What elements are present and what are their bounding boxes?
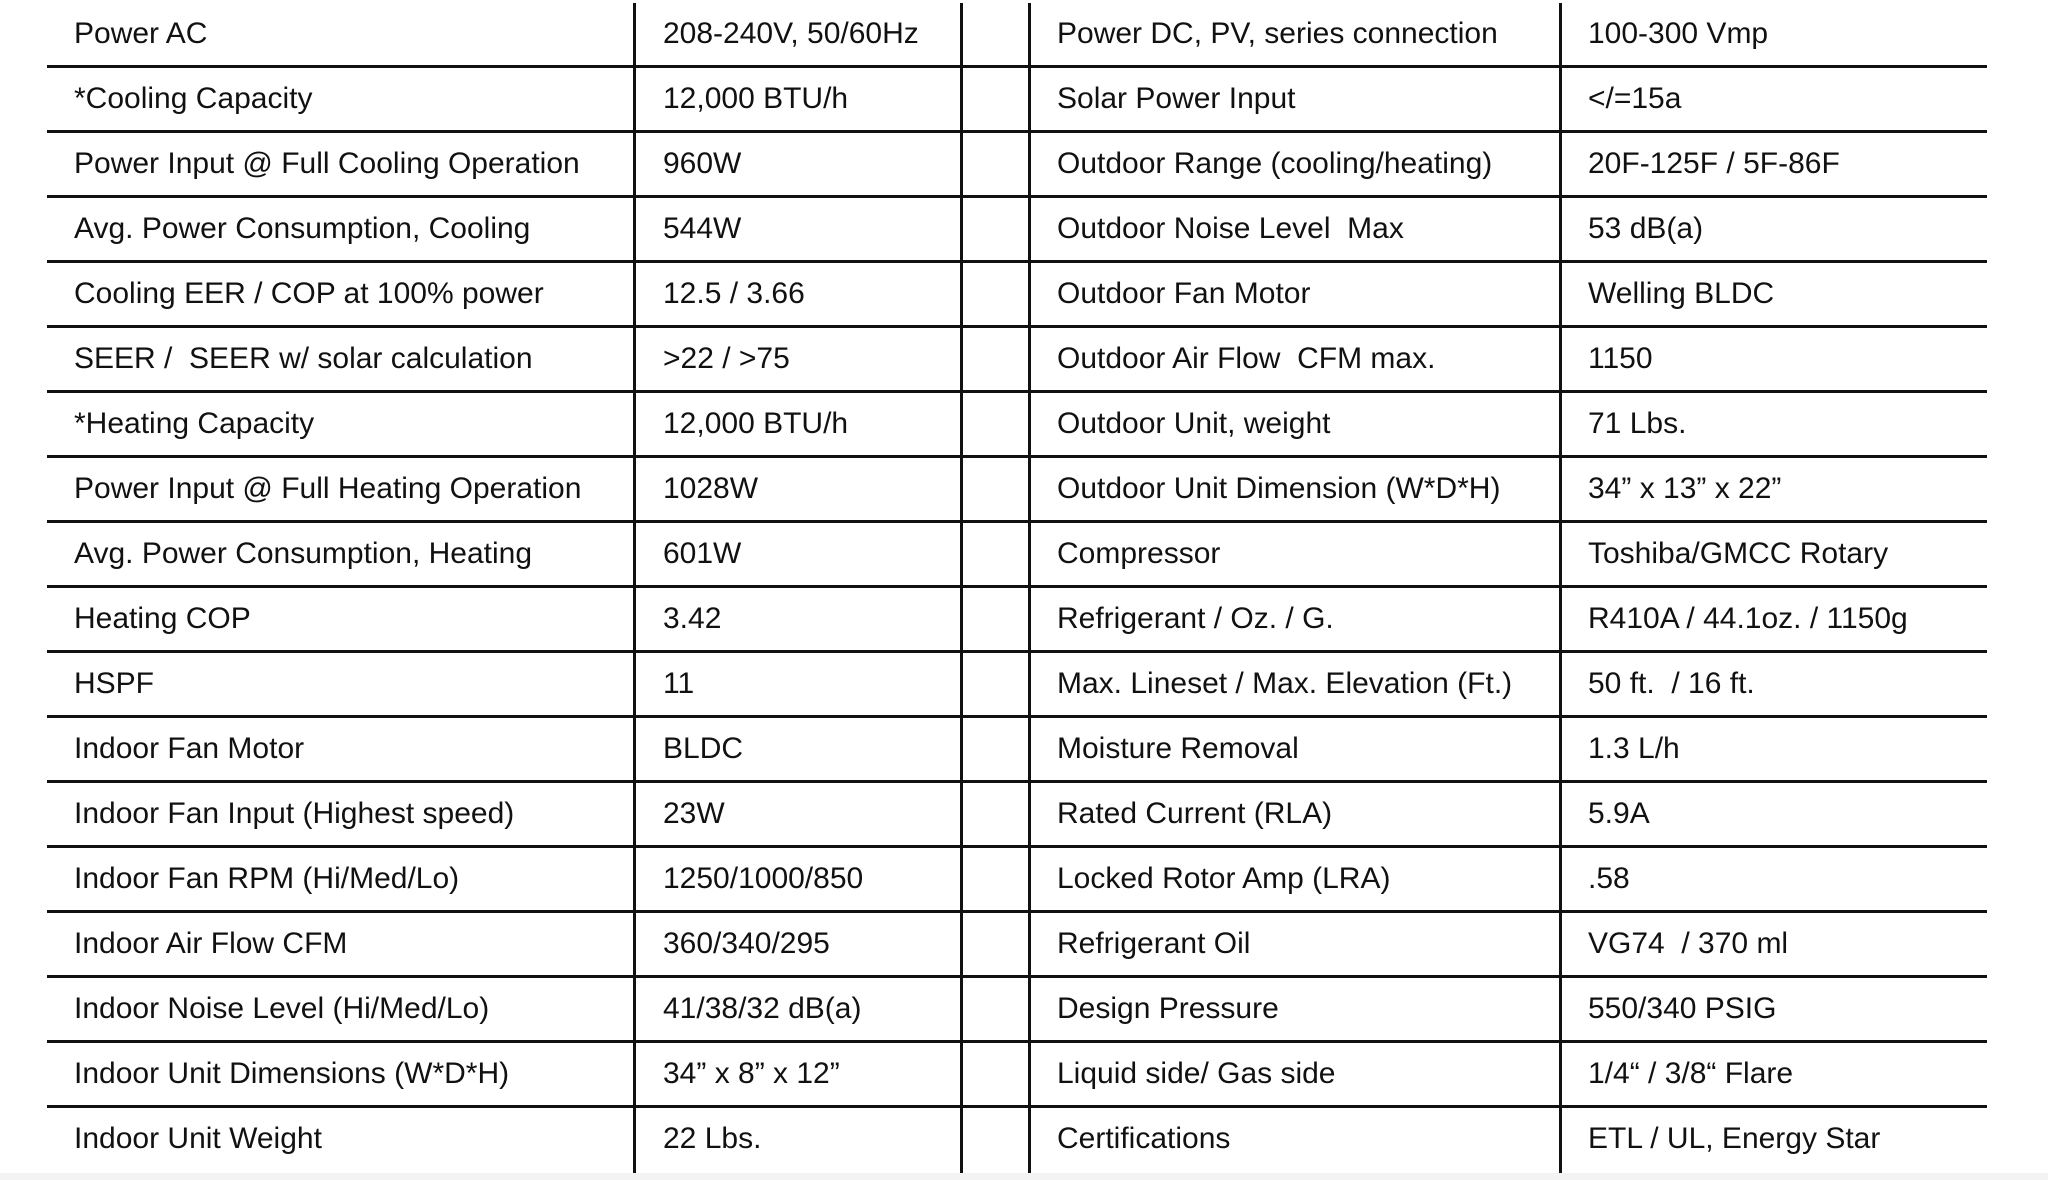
row-divider [47, 195, 1987, 198]
spec-value-left: 23W [663, 797, 725, 830]
spec-label-right: Refrigerant Oil [1057, 927, 1251, 960]
row-divider [47, 975, 1987, 978]
row-divider [47, 455, 1987, 458]
spec-label-right: Outdoor Noise Level Max [1057, 212, 1404, 245]
spec-value-right: .58 [1588, 862, 1630, 895]
spec-label-right: Outdoor Unit Dimension (W*D*H) [1057, 472, 1501, 505]
spec-label-right: Outdoor Air Flow CFM max. [1057, 342, 1436, 375]
row-divider [47, 520, 1987, 523]
spec-label-right: Locked Rotor Amp (LRA) [1057, 862, 1391, 895]
spec-value-left: BLDC [663, 732, 744, 765]
spec-table [47, 3, 1987, 1173]
spec-value-right: </=15a [1588, 82, 1682, 115]
table-row [47, 133, 1987, 198]
row-divider [47, 65, 1987, 68]
spec-value-left: 12,000 BTU/h [663, 407, 849, 440]
spec-value-right: 550/340 PSIG [1588, 992, 1777, 1025]
spec-value-right: R410A / 44.1oz. / 1150g [1588, 602, 1908, 635]
spec-label-left: Indoor Noise Level (Hi/Med/Lo) [74, 992, 490, 1025]
spec-label-left: Power Input @ Full Heating Operation [74, 472, 582, 505]
table-row [47, 978, 1987, 1043]
spec-label-left: Indoor Fan RPM (Hi/Med/Lo) [74, 862, 460, 895]
table-row [47, 523, 1987, 588]
spec-label-left: Indoor Unit Weight [74, 1122, 322, 1155]
spec-label-right: Certifications [1057, 1122, 1231, 1155]
row-divider [47, 910, 1987, 913]
row-divider [47, 845, 1987, 848]
spec-value-right: VG74 / 370 ml [1588, 927, 1789, 960]
spec-label-left: *Cooling Capacity [74, 82, 313, 115]
row-divider [47, 1105, 1987, 1108]
spec-label-left: Cooling EER / COP at 100% power [74, 277, 544, 310]
spec-label-left: Indoor Air Flow CFM [74, 927, 348, 960]
spec-label-right: Compressor [1057, 537, 1221, 570]
spec-value-left: 12,000 BTU/h [663, 82, 849, 115]
spec-label-left: Power Input @ Full Cooling Operation [74, 147, 580, 180]
row-divider [47, 325, 1987, 328]
spec-label-left: Indoor Fan Input (Highest speed) [74, 797, 515, 830]
row-divider [47, 715, 1987, 718]
row-divider [47, 130, 1987, 133]
spec-value-left: 544W [663, 212, 742, 245]
table-row [47, 783, 1987, 848]
spec-label-left: Heating COP [74, 602, 251, 635]
spec-value-left: 360/340/295 [663, 927, 830, 960]
row-divider [47, 1040, 1987, 1043]
spec-label-right: Solar Power Input [1057, 82, 1296, 115]
spec-label-left: Indoor Unit Dimensions (W*D*H) [74, 1057, 510, 1090]
spec-label-right: Power DC, PV, series connection [1057, 17, 1498, 50]
row-divider [47, 650, 1987, 653]
row-divider [47, 780, 1987, 783]
spec-label-left: Indoor Fan Motor [74, 732, 305, 765]
table-row [47, 328, 1987, 393]
spec-value-left: 34” x 8” x 12” [663, 1057, 840, 1090]
spec-value-right: 50 ft. / 16 ft. [1588, 667, 1755, 700]
spec-value-right: 71 Lbs. [1588, 407, 1687, 440]
table-row [47, 848, 1987, 913]
spec-label-left: Power AC [74, 17, 208, 50]
column-divider-2 [960, 3, 963, 1173]
spec-value-right: Toshiba/GMCC Rotary [1588, 537, 1889, 570]
spec-value-right: 100-300 Vmp [1588, 17, 1769, 50]
table-row [47, 718, 1987, 783]
spec-value-left: 960W [663, 147, 742, 180]
table-row [47, 198, 1987, 263]
spec-value-right: 20F-125F / 5F-86F [1588, 147, 1840, 180]
spec-label-right: Outdoor Unit, weight [1057, 407, 1331, 440]
table-row [47, 3, 1987, 68]
spec-label-right: Refrigerant / Oz. / G. [1057, 602, 1334, 635]
spec-label-right: Design Pressure [1057, 992, 1279, 1025]
spec-value-left: 11 [663, 667, 695, 700]
spec-value-left: 12.5 / 3.66 [663, 277, 805, 310]
spec-label-right: Max. Lineset / Max. Elevation (Ft.) [1057, 667, 1513, 700]
row-divider [47, 260, 1987, 263]
row-divider [47, 390, 1987, 393]
spec-label-left: Avg. Power Consumption, Heating [74, 537, 533, 570]
column-divider-1 [633, 3, 636, 1173]
table-row [47, 458, 1987, 523]
spec-value-left: 208-240V, 50/60Hz [663, 17, 919, 50]
column-divider-4 [1559, 3, 1562, 1173]
table-row [47, 393, 1987, 458]
table-row [47, 913, 1987, 978]
spec-value-left: 22 Lbs. [663, 1122, 762, 1155]
spec-value-right: 5.9A [1588, 797, 1650, 830]
table-row [47, 68, 1987, 133]
table-row [47, 263, 1987, 328]
spec-value-left: 601W [663, 537, 742, 570]
spec-value-right: ETL / UL, Energy Star [1588, 1122, 1881, 1155]
spec-label-right: Moisture Removal [1057, 732, 1299, 765]
table-row [47, 653, 1987, 718]
spec-label-left: HSPF [74, 667, 155, 700]
spec-value-right: 1150 [1588, 342, 1653, 375]
column-divider-3 [1028, 3, 1031, 1173]
spec-label-right: Rated Current (RLA) [1057, 797, 1333, 830]
spec-value-left: 1028W [663, 472, 759, 505]
spec-label-left: Avg. Power Consumption, Cooling [74, 212, 531, 245]
row-divider [47, 585, 1987, 588]
spec-label-right: Outdoor Range (cooling/heating) [1057, 147, 1493, 180]
table-row [47, 588, 1987, 653]
spec-value-left: 3.42 [663, 602, 722, 635]
spec-value-left: >22 / >75 [663, 342, 790, 375]
spec-value-left: 1250/1000/850 [663, 862, 864, 895]
spec-label-left: *Heating Capacity [74, 407, 315, 440]
table-row [47, 1043, 1987, 1108]
bottom-margin [0, 1173, 2048, 1180]
spec-value-right: 1/4“ / 3/8“ Flare [1588, 1057, 1794, 1090]
spec-label-left: SEER / SEER w/ solar calculation [74, 342, 533, 375]
spec-label-right: Liquid side/ Gas side [1057, 1057, 1336, 1090]
spec-label-right: Outdoor Fan Motor [1057, 277, 1311, 310]
spec-value-right: 1.3 L/h [1588, 732, 1680, 765]
spec-value-right: Welling BLDC [1588, 277, 1775, 310]
table-row [47, 1108, 1987, 1173]
spec-value-left: 41/38/32 dB(a) [663, 992, 862, 1025]
spec-value-right: 53 dB(a) [1588, 212, 1704, 245]
spec-value-right: 34” x 13” x 22” [1588, 472, 1782, 505]
